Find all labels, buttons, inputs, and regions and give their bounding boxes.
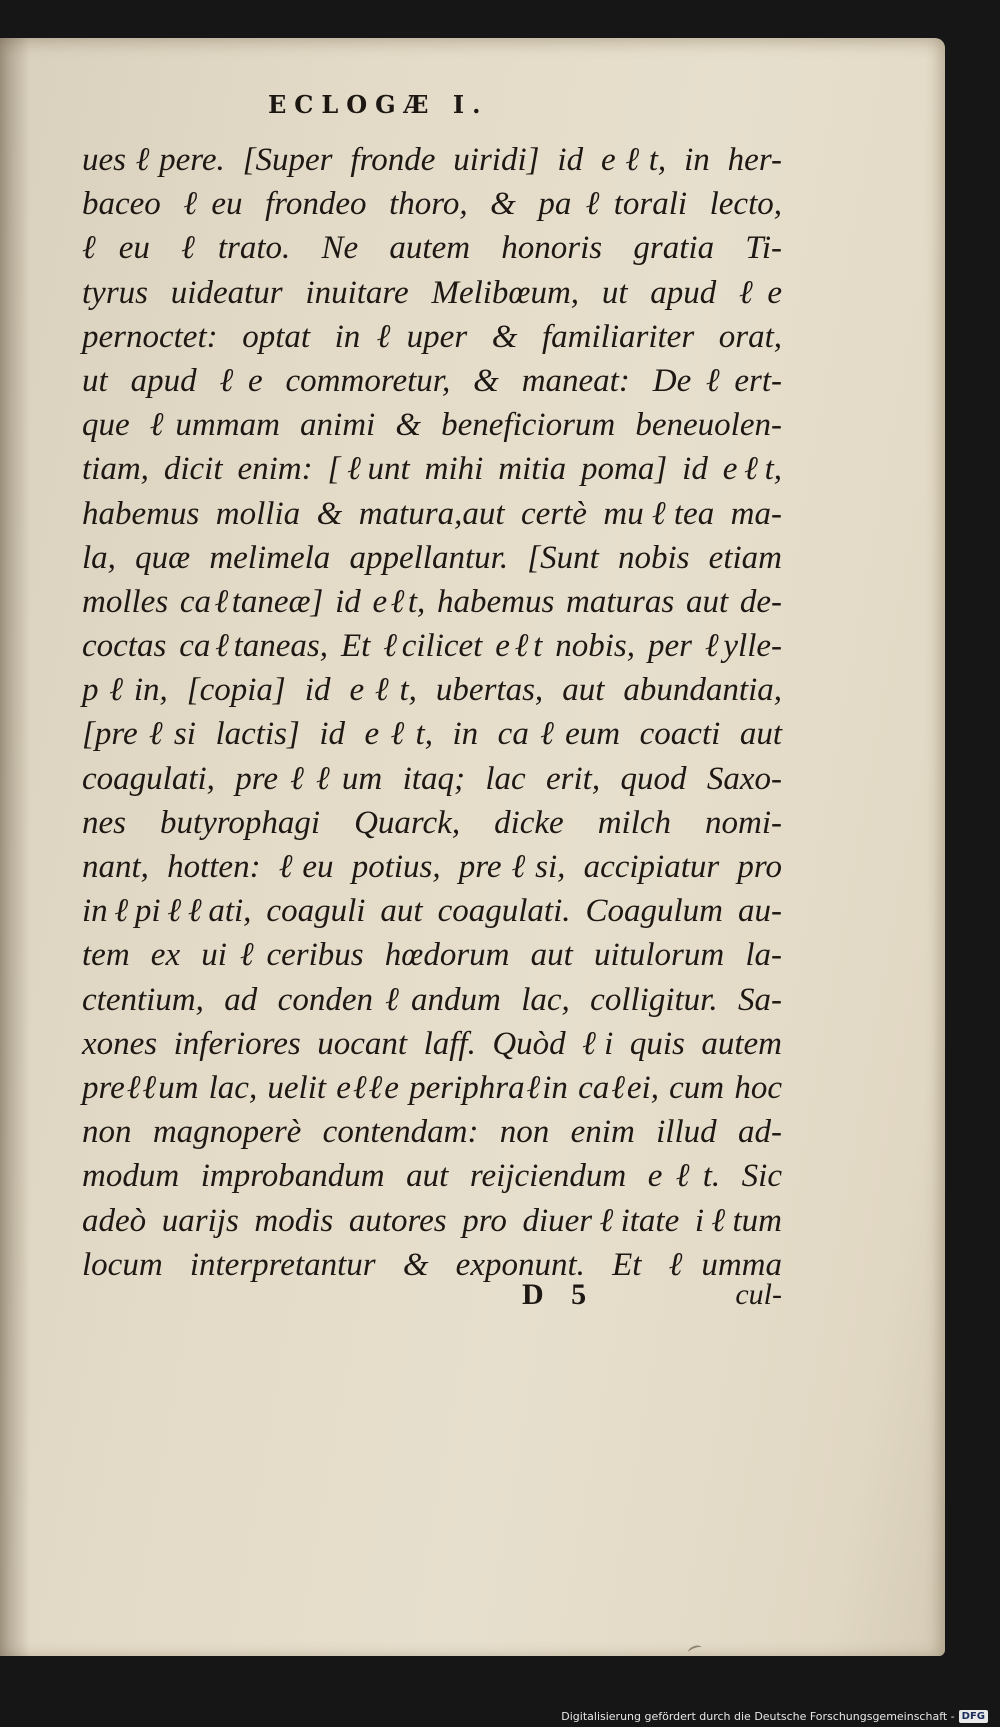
text-line: modum improbandum aut reijciendum eℓt. Sic xyxy=(82,1158,782,1195)
text-line: la, quæ melimela appellantur. [Sunt nobis etiam xyxy=(82,539,782,576)
text-line: habemus mollia & matura,aut certè muℓtea ma- xyxy=(82,495,782,532)
digitization-credit xyxy=(561,1710,988,1723)
text-block xyxy=(82,138,782,1287)
ink-blemish xyxy=(687,1644,703,1656)
text-line: adeò uarijs modis autores pro diuerℓitate iℓtum xyxy=(82,1202,782,1239)
credit-text: Digitalisierung gefördert durch die Deutsche Forschungsgemeinschaft - xyxy=(561,1710,955,1723)
text-line: locum interpretantur & exponunt. Et ℓumma xyxy=(82,1246,782,1283)
book-page xyxy=(0,38,945,1656)
text-line: pernoctet: optat inℓuper & familiariter orat, xyxy=(82,318,782,355)
running-head: ECLOGÆ I. xyxy=(268,90,489,119)
text-line: non magnoperè contendam: non enim illud ad- xyxy=(82,1114,782,1151)
text-line: baceo ℓeu frondeo thoro, & paℓtorali lecto, xyxy=(82,186,782,223)
text-line: tem ex uiℓceribus hœdorum aut uitulorum la- xyxy=(82,937,782,974)
text-line: coctas caℓtaneas, Et ℓcilicet eℓt nobis, per ℓylle- xyxy=(82,628,782,665)
text-line: nant, hotten: ℓeu potius, preℓsi, accipiatur pro xyxy=(82,849,782,885)
text-line: ctentium, ad condenℓandum lac, colligitur. Sa- xyxy=(82,981,782,1018)
page-footer xyxy=(82,1278,782,1322)
text-line: preℓℓum lac, uelit eℓℓe periphraℓin caℓei, cum hoc xyxy=(82,1069,782,1106)
catchword: cul- xyxy=(735,1278,782,1311)
signature-mark: D 5 xyxy=(522,1278,597,1311)
text-line: molles caℓtaneæ] id eℓt, habemus maturas aut de- xyxy=(82,583,782,620)
text-line: uesℓpere. [Super fronde uiridi] id eℓt, in her- xyxy=(82,142,782,178)
text-line: tiam, dicit enim: [ℓunt mihi mitia poma] id eℓt, xyxy=(82,451,782,488)
text-line: pℓin, [copia] id eℓt, ubertas, aut abundantia, xyxy=(82,672,782,709)
text-line: tyrus uideatur inuitare Melibœum, ut apud ℓe xyxy=(82,274,782,311)
text-line: ut apud ℓe commoretur, & maneat: Deℓert- xyxy=(82,362,782,399)
text-line: nes butyrophagi Quarck, dicke milch nomi- xyxy=(82,804,782,841)
text-line: coagulati, preℓℓum itaq; lac erit, quod Saxo- xyxy=(82,760,782,797)
text-line: xones inferiores uocant laff. Quòd ℓi quis autem xyxy=(82,1025,782,1062)
dfg-logo-icon: DFG xyxy=(959,1710,988,1723)
text-line: que ℓummam animi & beneficiorum beneuolen- xyxy=(82,407,782,444)
text-line: ℓeu ℓtrato. Ne autem honoris gratia Ti- xyxy=(82,230,782,267)
text-line: inℓpiℓℓati, coaguli aut coagulati. Coagulum au- xyxy=(82,893,782,930)
text-line: [preℓsi lactis] id eℓt, in caℓeum coacti aut xyxy=(82,716,782,753)
